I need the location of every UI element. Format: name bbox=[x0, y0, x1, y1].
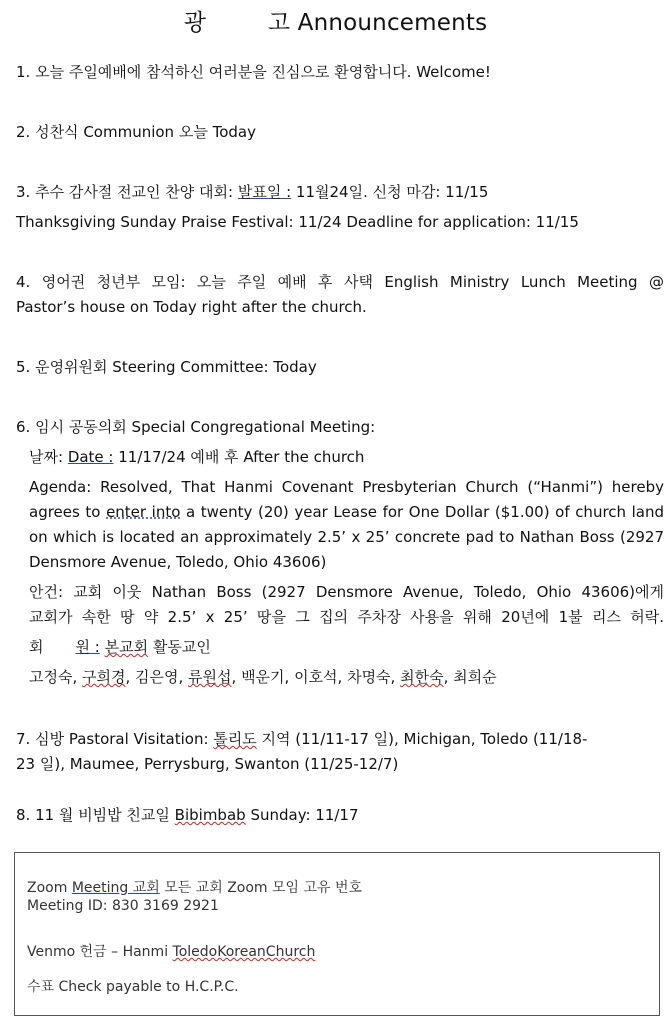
announcement-6-agenda-line-1: Agenda: Resolved, That Hanmi Covenant Presbyterian Church (“Hanmi”) hereby bbox=[29, 478, 664, 496]
announcement-3-suffix: 11월24일. 신청 마감: 11/15 bbox=[291, 183, 489, 201]
zoom-line: Zoom Meeting 교회 모든 교회 Zoom 모임 고유 번호 bbox=[27, 880, 363, 896]
members-label-1: 회 bbox=[29, 638, 44, 656]
announcement-3-korean bbox=[16, 182, 664, 202]
title-english: Announcements bbox=[297, 10, 488, 36]
announcement-6-date-label: Date : bbox=[67, 448, 114, 466]
announcement-6-agenda-line-3: on which is located an approximately 2.5’ x 25’ concrete pad to Nathan Boss (2927 bbox=[29, 528, 664, 546]
announcement-6-members bbox=[29, 637, 664, 657]
announcement-3-english: Thanksgiving Sunday Praise Festival: 11/24 Deadline for application: 11/15 bbox=[16, 213, 579, 231]
info-box bbox=[14, 852, 660, 1016]
announcement-3-prefix: 3. 추수 감사절 전교인 찬양 대회: bbox=[16, 183, 238, 201]
visitation-toledo: 톨리도 bbox=[213, 730, 257, 748]
announcement-8-bibimbab: 8. 11 월 비빔밥 친교일 Bibimbab Sunday: 11/17 bbox=[16, 806, 359, 824]
agenda-line-2-suffix: a twenty (20) year Lease for One Dollar ($1.00) of church land bbox=[180, 503, 665, 521]
announcement-6-korean-agenda-line-1: 안건: 교회 이웃 Nathan Boss (2927 Densmore Avenue, Toledo, Ohio 43606)에게 bbox=[29, 583, 664, 601]
announcement-2-communion: 2. 성찬식 Communion 오늘 Today bbox=[16, 123, 256, 141]
announcement-6-agenda-line-2 bbox=[29, 502, 664, 522]
venmo-account: ToledoKoreanChurch bbox=[172, 944, 316, 960]
members-label-2: 원 : bbox=[75, 638, 100, 656]
title-korean-2: 고 bbox=[267, 10, 291, 36]
bibimbab-word: Bibimbab bbox=[174, 806, 246, 824]
member-name-underlined-3: 최한숙 bbox=[400, 668, 444, 686]
agenda-enter-into: enter into bbox=[106, 503, 181, 521]
member-name-underlined-2: 류원섭 bbox=[188, 668, 232, 686]
announcement-1-welcome: 1. 오늘 주일예배에 참석하신 여러분을 진심으로 환영합니다. Welcome! bbox=[16, 63, 491, 81]
announcement-6-date bbox=[29, 447, 664, 467]
zoom-meeting-link[interactable]: Meeting 교회 bbox=[71, 880, 160, 896]
announcement-6-date-prefix: 날짜: bbox=[29, 448, 68, 466]
member-name-underlined-1: 구희경 bbox=[82, 668, 126, 686]
announcement-4-line-2: Pastor’s house on Today right after the church. bbox=[16, 298, 367, 316]
page-title bbox=[0, 4, 671, 37]
members-our-church: 본교회 bbox=[104, 638, 149, 656]
announcement-5-steering: 5. 운영위원회 Steering Committee: Today bbox=[16, 358, 317, 376]
announcement-4-line-1: 4. 영어권 청년부 모임: 오늘 주일 예배 후 사택 English Ministry Lunch Meeting @ bbox=[16, 273, 664, 291]
venmo-line: Venmo 헌금 – Hanmi ToledoKoreanChurch bbox=[27, 944, 316, 960]
meeting-id: Meeting ID: 830 3169 2921 bbox=[27, 898, 219, 914]
announcement-7-line-1: 7. 심방 Pastoral Visitation: 톨리도 지역 (11/11-17 일), Michigan, Toledo (11/18- bbox=[16, 730, 588, 748]
announcement-3-date-label: 발표일 : bbox=[237, 183, 292, 201]
announcement-6-agenda-line-4: Densmore Avenue, Toledo, Ohio 43606) bbox=[29, 553, 327, 571]
title-korean-1: 광 bbox=[183, 10, 206, 36]
agenda-line-2-prefix: agrees to bbox=[29, 503, 107, 521]
announcement-6-date-value: 11/17/24 예배 후 After the church bbox=[113, 448, 365, 466]
announcement-6-heading: 6. 임시 공동의회 Special Congregational Meeting: bbox=[16, 418, 376, 436]
announcement-7-line-2: 23 일), Maumee, Perrysburg, Swanton (11/25-12/7) bbox=[16, 755, 399, 773]
announcement-6-member-names: 고정숙, 구희경, 김은영, 류원섭, 백운기, 이호석, 차명숙, 최한숙, 최희순 bbox=[29, 668, 497, 686]
check-payable: 수표 Check payable to H.C.P.C. bbox=[27, 979, 239, 995]
members-active: 활동교인 bbox=[148, 638, 211, 656]
announcement-6-korean-agenda-line-2: 교회가 속한 땅 약 2.5’ x 25’ 땅을 그 집의 주차장 사용을 위해 20년에 1불 리스 허락. bbox=[29, 608, 664, 626]
